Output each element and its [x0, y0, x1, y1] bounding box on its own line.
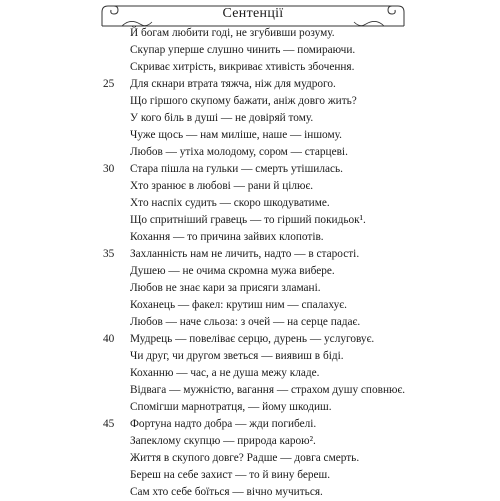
verse-line [0, 263, 500, 280]
verse-text: Чи друг, чи другом зветься — виявиш в біді. [130, 350, 344, 362]
verse-text: Кохання — то причина зайвих клопотів. [130, 231, 324, 243]
verse-text: Відвага — мужністю, вагання — страхом душу сповнює. [130, 384, 406, 396]
verse-text: Скупар уперше слушно чинить — помираючи. [130, 44, 356, 56]
verse-text: Що гіршого скупому бажати, аніж довго жить? [130, 95, 357, 107]
verse-text: Скриває хитрість, викриває хтивість збочення. [130, 61, 355, 73]
verse-text: Спомігши марнотратця, — йому шкодиш. [130, 401, 332, 413]
verse-line [0, 484, 500, 501]
verse-line [0, 280, 500, 297]
verse-line [0, 467, 500, 484]
verse-line [0, 416, 500, 433]
verse-text: Захланність нам не личить, надто — в старості. [130, 248, 360, 260]
verse-text: Душею — не очима скромна мужа вибере. [130, 265, 335, 277]
verse-line [0, 161, 500, 178]
verse-line [0, 212, 500, 229]
verse-text: Любов — наче сльоза: з очей — на серце падає. [130, 316, 361, 328]
verse-line [0, 348, 500, 365]
verse-text: Хто наспіх судить — скоро шкодуватиме. [130, 197, 330, 209]
verse-text: Чуже щось — нам миліше, наше — іншому. [130, 129, 342, 141]
verse-line [0, 42, 500, 59]
verse-text: Коханню — час, а не душа межу кладе. [130, 367, 320, 379]
verse-line [0, 76, 500, 93]
verse-text: Мудрець — повеліває серцю, дурень — услуговує. [130, 333, 375, 345]
verse-text: Любов — утіха молодому, сором — старцеві. [130, 146, 348, 158]
verse-text: Любов не знає кари за присяги зламані. [130, 282, 321, 294]
verse-text: Життя в скупого довге? Радше — довга смерть. [130, 452, 360, 464]
verse-line [0, 93, 500, 110]
line-number: 40 [103, 333, 115, 345]
header-title: Сентенції [222, 6, 284, 21]
verse-line [0, 229, 500, 246]
verse-line [0, 246, 500, 263]
verse-line [0, 110, 500, 127]
verse-line [0, 127, 500, 144]
verse-line [0, 365, 500, 382]
verse-text: Коханець — факел: крутиш ним — спалахує. [130, 299, 347, 311]
verse-text: Сам хто себе боїться — вічно мучиться. [130, 486, 323, 498]
verse-line [0, 59, 500, 76]
verse-line [0, 178, 500, 195]
line-number: 35 [103, 248, 115, 260]
verse-text: Стара пішла на гульки — смерть утішилась. [130, 163, 343, 175]
verse-line [0, 25, 500, 42]
verse-text: Й богам любити годі, не згубивши розуму. [130, 27, 335, 39]
verse-line [0, 297, 500, 314]
verse-text: Хто зранює в любові — рани й цілює. [130, 180, 314, 192]
verse-line [0, 144, 500, 161]
verse-line [0, 399, 500, 416]
verse-text: Що спритніший гравець — то гірший покидьок¹. [130, 214, 366, 226]
line-number: 45 [103, 418, 115, 430]
line-number: 25 [103, 78, 115, 90]
verse-text: Фортуна надто добра — жди погибелі. [130, 418, 317, 430]
verse-line [0, 450, 500, 467]
verse-line [0, 433, 500, 450]
verse-text: Для скнари втрата тяжча, ніж для мудрого. [130, 78, 336, 90]
line-number: 30 [103, 163, 115, 175]
verse-line [0, 195, 500, 212]
verse-text: Береш на себе захист — то й вину береш. [130, 469, 331, 481]
verse-line [0, 382, 500, 399]
verse-line [0, 331, 500, 348]
verse-text: У кого біль в душі — не довіряй тому. [130, 112, 314, 124]
verse-text: Запеклому скупцю — природа карою². [130, 435, 316, 447]
verse-line [0, 314, 500, 331]
